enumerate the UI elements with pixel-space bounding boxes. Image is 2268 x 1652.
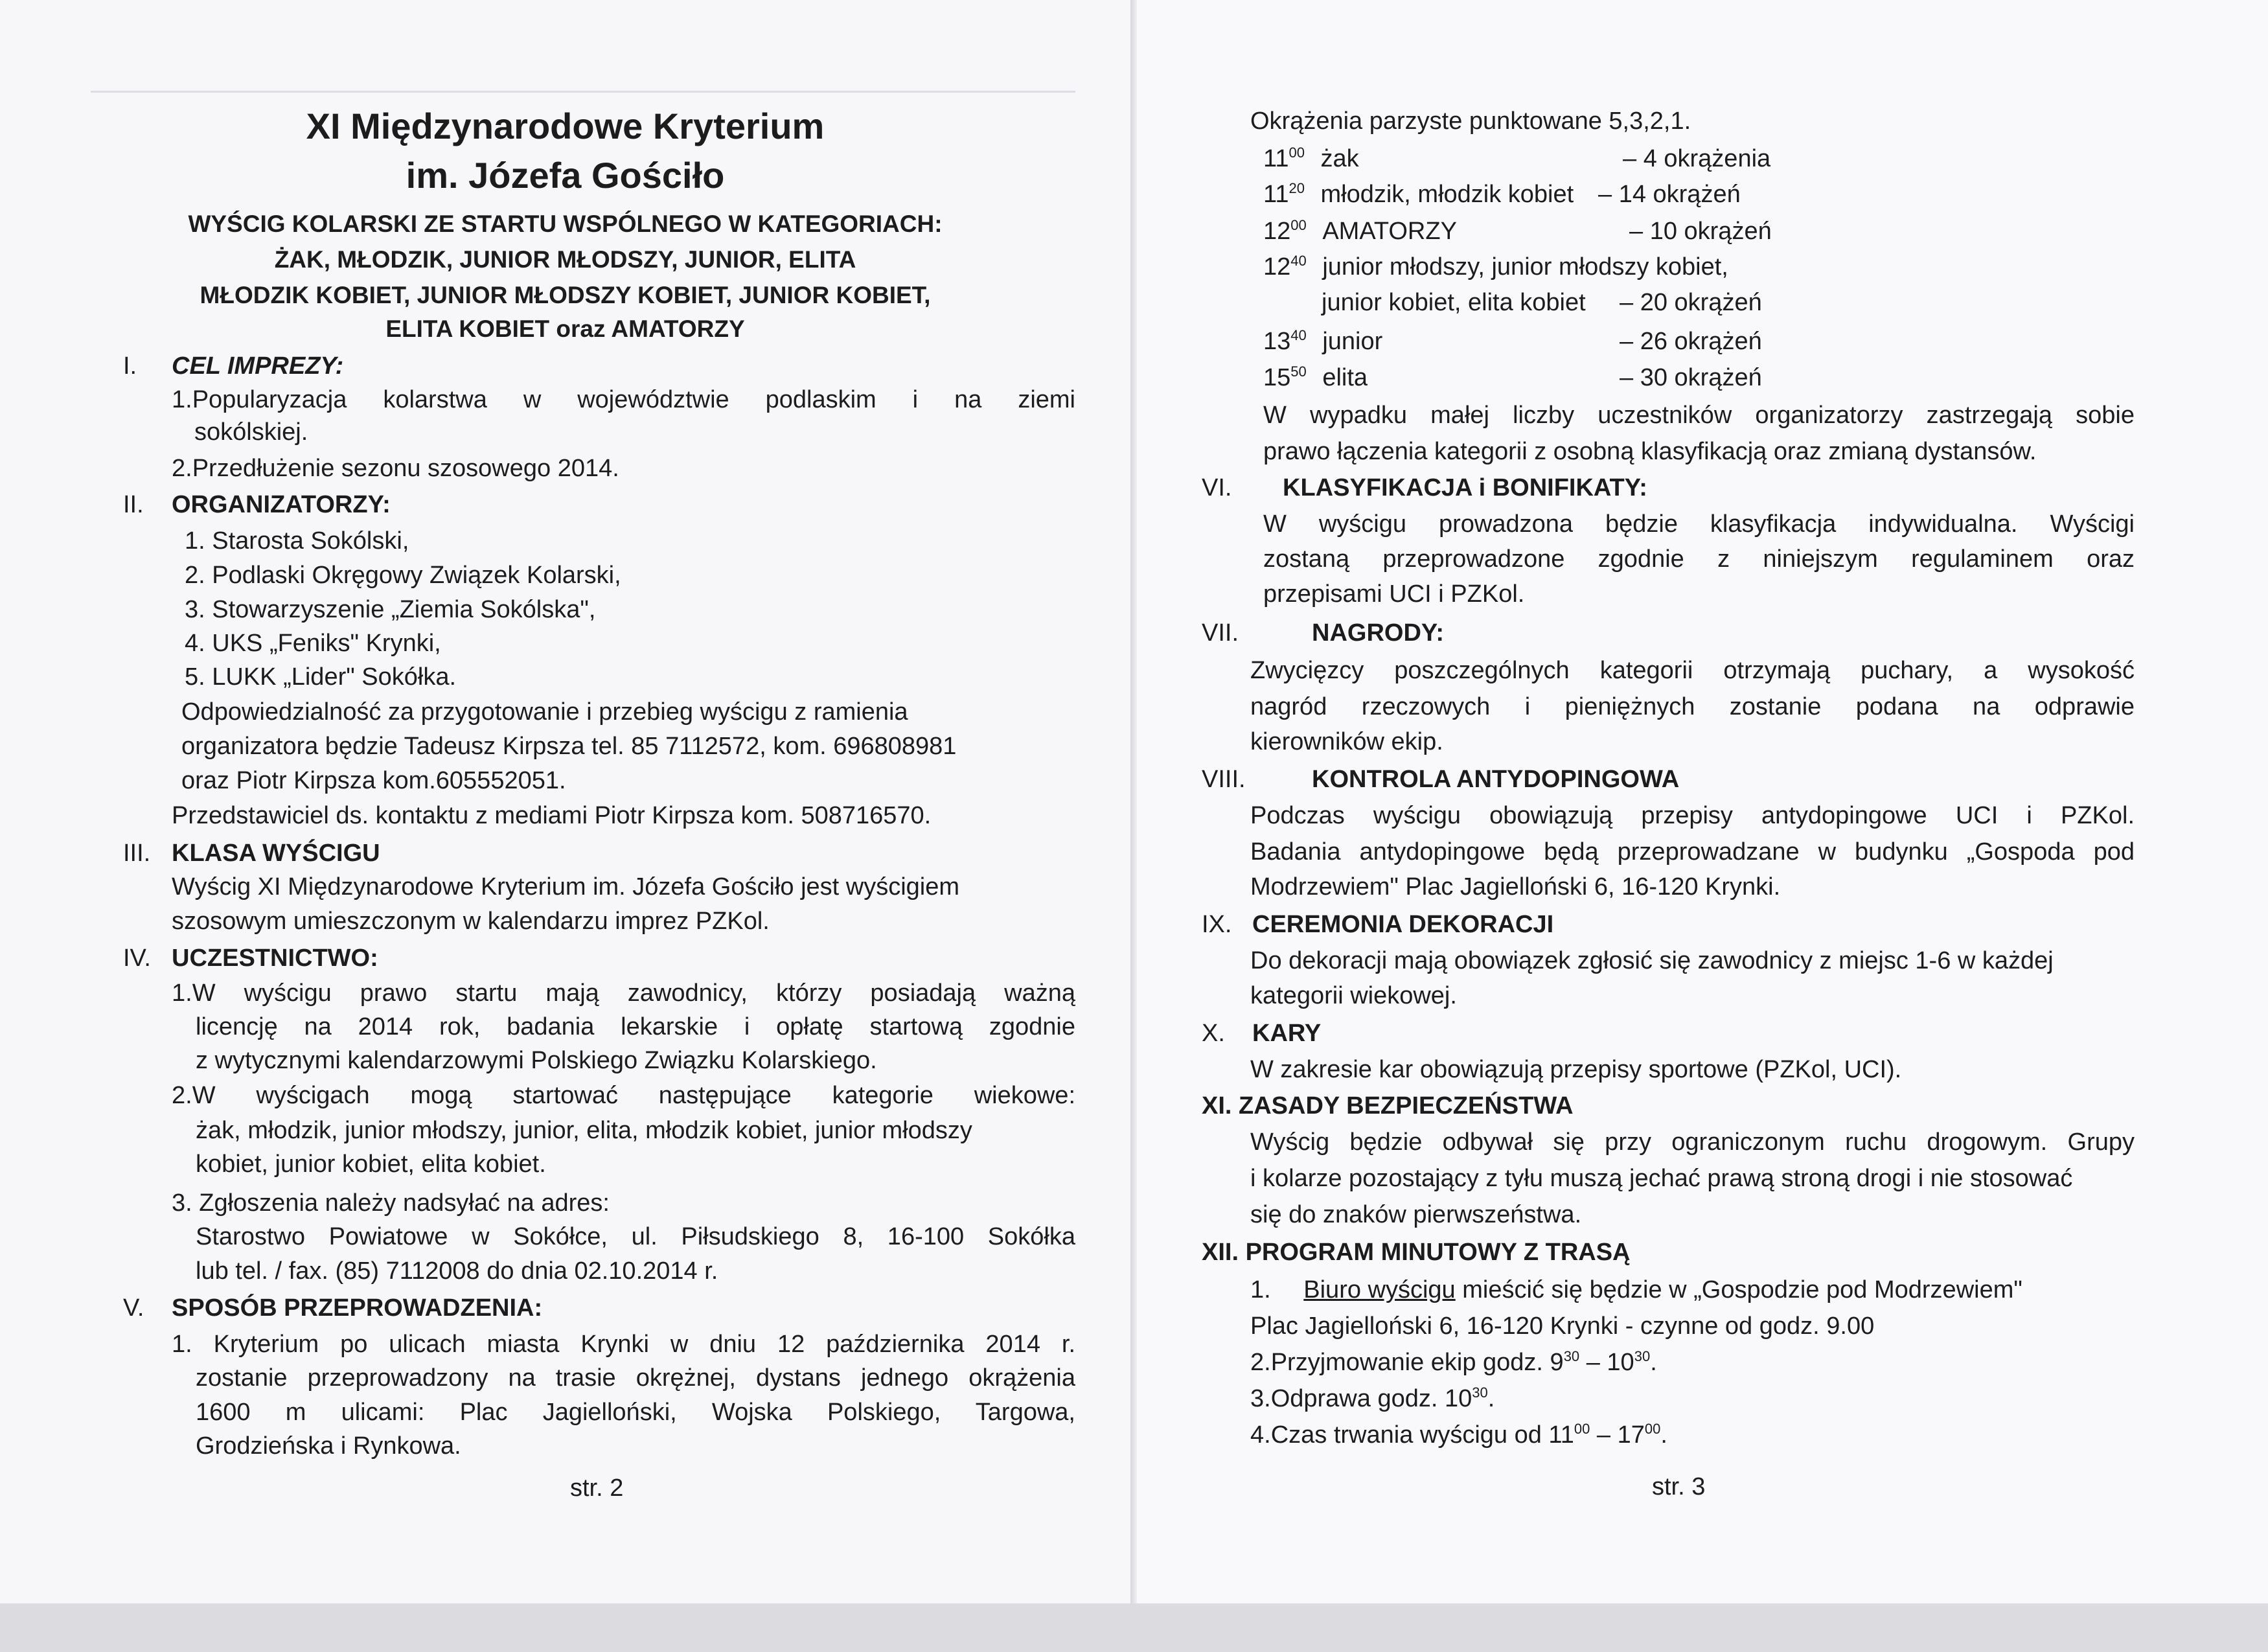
program-item-text: 3.Odprawa godz. 10 <box>1250 1385 1472 1412</box>
section-text-line: Do dekoracji mają obowiązek zgłosić się zawodnicy z miejsc 1-6 w każdej <box>1250 947 2054 974</box>
program-item-text: . <box>1487 1385 1495 1412</box>
section-heading: KLASA WYŚCIGU <box>172 840 380 867</box>
note-line: W wypadku małej liczby uczestników organizatorzy zastrzegają sobie <box>1263 402 2135 429</box>
section-text-line: 1.W wyścigu prawo startu mają zawodnicy, którzy posiadają ważną <box>172 980 1075 1007</box>
program-item-text: – 10 <box>1579 1349 1634 1376</box>
program-item-2 <box>1250 1345 1657 1381</box>
section-number: III. <box>123 840 151 867</box>
section-text-line: przepisami UCI i PZKol. <box>1263 580 1525 608</box>
schedule-minute: 20 <box>1289 180 1305 196</box>
program-item-number: 1. <box>1250 1276 1271 1303</box>
time-minute: 30 <box>1563 1348 1580 1364</box>
schedule-row <box>1263 360 1368 396</box>
section-text-line: Grodzieńska i Rynkowa. <box>196 1432 461 1460</box>
section-text-line: i kolarze pozostający z tyłu muszą jechać prawą stroną drogi i nie stosować <box>1250 1165 2073 1192</box>
schedule-minute: 40 <box>1290 327 1307 343</box>
section-heading: KONTROLA ANTYDOPINGOWA <box>1312 766 1680 793</box>
section-number: VI. <box>1202 474 1232 501</box>
schedule-category: elita <box>1322 364 1368 391</box>
section-text-line: kobiet, junior kobiet, elita kobiet. <box>196 1151 546 1178</box>
section-text-line: szosowym umieszczonym w kalendarzu imprez PZKol. <box>172 908 770 935</box>
section-text-line: żak, młodzik, junior młodszy, junior, elita, młodzik kobiet, junior młodszy <box>196 1117 972 1144</box>
section-text-line: 2.W wyścigach mogą startować następujące kategorie wiekowe: <box>172 1082 1075 1109</box>
left-page-body <box>0 0 1130 1603</box>
section-text-line: lub tel. / fax. (85) 7112008 do dnia 02.10.2014 r. <box>196 1257 718 1285</box>
page-number: str. 2 <box>570 1474 624 1502</box>
section-heading: KLASYFIKACJA i BONIFIKATY: <box>1283 474 1647 501</box>
time-minute: 00 <box>1644 1421 1661 1437</box>
section-text-line: kategorii wiekowej. <box>1250 982 1457 1009</box>
section-text-line: organizatora będzie Tadeusz Kirpsza tel. 85 7112572, kom. 696808981 <box>181 733 957 760</box>
schedule-hour: 12 <box>1263 218 1291 245</box>
schedule-minute: 50 <box>1290 363 1307 380</box>
program-item-text: 2.Przyjmowanie ekip godz. 9 <box>1250 1349 1564 1376</box>
document-title-line2: im. Józefa Gościło <box>406 155 725 196</box>
laps-intro: Okrążenia parzyste punktowane 5,3,2,1. <box>1250 108 1691 135</box>
section-text-line: 1600 m ulicami: Plac Jagielloński, Wojska Polskiego, Targowa, <box>196 1399 1075 1426</box>
section-text-line: Zwycięzcy poszczególnych kategorii otrzymają puchary, a wysokość <box>1250 657 2135 684</box>
section-text-line: Badania antydopingowe będą przeprowadzane w budynku „Gospoda pod <box>1250 838 2135 866</box>
schedule-category: junior kobiet, elita kobiet <box>1322 289 1586 316</box>
section-heading: XI. ZASADY BEZPIECZEŃSTWA <box>1202 1092 1574 1119</box>
page-number: str. 3 <box>1652 1473 1706 1500</box>
section-text-line: sokólskiej. <box>194 419 308 446</box>
section-heading: CEREMONIA DEKORACJI <box>1252 911 1554 938</box>
section-number: IV. <box>123 945 151 972</box>
program-item-text: – 17 <box>1590 1421 1645 1449</box>
organizer-item: 2. Podlaski Okręgowy Związek Kolarski, <box>185 562 621 589</box>
time-minute: 30 <box>1472 1384 1488 1401</box>
section-text-line: W wyścigu prowadzona będzie klasyfikacja indywidualna. Wyścigi <box>1263 511 2135 538</box>
section-heading: ORGANIZATORZY: <box>172 491 391 518</box>
section-text-line: licencję na 2014 rok, badania lekarskie i opłatę startową zgodnie <box>196 1013 1075 1040</box>
section-text-line: W zakresie kar obowiązują przepisy sportowe (PZKol, UCI). <box>1250 1056 1902 1083</box>
section-text-line: nagród rzeczowych i pieniężnych zostanie podana na odprawie <box>1250 693 2135 720</box>
section-number: I. <box>123 352 137 380</box>
schedule-category: junior <box>1322 328 1383 355</box>
scan-background <box>0 1603 2268 1652</box>
section-heading: CEL IMPREZY: <box>172 352 344 380</box>
section-number: II. <box>123 491 144 518</box>
schedule-laps: – 26 okrążeń <box>1620 328 1762 355</box>
left-page <box>0 0 1131 1603</box>
program-item-4 <box>1250 1417 1667 1453</box>
schedule-category: AMATORZY <box>1322 218 1457 245</box>
schedule-minute: 00 <box>1290 217 1307 233</box>
program-item-text: Plac Jagielloński 6, 16-120 Krynki - czynne od godz. 9.00 <box>1250 1313 1875 1340</box>
section-text-line: zostanie przeprowadzony na trasie okrężnej, dystans jednego okrążenia <box>196 1364 1075 1392</box>
program-item-text: . <box>1650 1349 1657 1376</box>
subtitle-line: MŁODZIK KOBIET, JUNIOR MŁODSZY KOBIET, JUNIOR KOBIET, <box>200 282 931 308</box>
section-heading: SPOSÓB PRZEPROWADZENIA: <box>172 1294 543 1322</box>
section-text-line: z wytycznymi kalendarzowymi Polskiego Związku Kolarskiego. <box>196 1047 877 1074</box>
section-heading: UCZESTNICTWO: <box>172 945 378 972</box>
schedule-hour: 15 <box>1263 364 1291 391</box>
program-item-3 <box>1250 1381 1495 1417</box>
section-text-line: 3. Zgłoszenia należy nadsyłać na adres: <box>172 1189 610 1217</box>
section-text-line: Przedstawiciel ds. kontaktu z mediami Piotr Kirpsza kom. 508716570. <box>172 802 932 829</box>
section-text-line: 2.Przedłużenie sezonu szosowego 2014. <box>172 455 619 482</box>
program-item-1 <box>1250 1272 2135 1308</box>
schedule-laps: – 14 okrążeń <box>1598 181 1741 208</box>
note-line: prawo łączenia kategorii z osobną klasyfikacją oraz zmianą dystansów. <box>1263 438 2037 465</box>
organizer-item: 4. UKS „Feniks" Krynki, <box>185 630 441 657</box>
schedule-category: żak <box>1320 145 1359 172</box>
schedule-row <box>1263 214 1457 249</box>
right-page <box>1137 0 2268 1603</box>
schedule-hour: 13 <box>1263 328 1291 355</box>
schedule-category: młodzik, młodzik kobiet <box>1320 181 1574 208</box>
schedule-laps: – 10 okrążeń <box>1629 218 1772 245</box>
section-heading: KARY <box>1252 1020 1322 1047</box>
section-text-line: Modrzewiem" Plac Jagielloński 6, 16-120 Krynki. <box>1250 873 1781 901</box>
schedule-minute: 00 <box>1289 144 1305 161</box>
subtitle-line: ŻAK, MŁODZIK, JUNIOR MŁODSZY, JUNIOR, ELITA <box>274 246 856 273</box>
program-item-text: . <box>1660 1421 1667 1449</box>
section-number: V. <box>123 1294 144 1322</box>
section-text-line: oraz Piotr Kirpsza kom.605552051. <box>181 767 566 794</box>
section-text-line: zostaną przeprowadzone zgodnie z niniejszym regulaminem oraz <box>1263 545 2135 573</box>
schedule-hour: 11 <box>1263 181 1289 208</box>
section-heading: NAGRODY: <box>1312 619 1445 647</box>
section-text-line: 1. Kryterium po ulicach miasta Krynki w dniu 12 października 2014 r. <box>172 1331 1075 1358</box>
subtitle-line: WYŚCIG KOLARSKI ZE STARTU WSPÓLNEGO W KATEGORIACH: <box>188 211 943 237</box>
schedule-laps: – 20 okrążeń <box>1620 289 1762 316</box>
program-item-text: mieścić się będzie w „Gospodzie pod Modrzewiem" <box>1455 1276 2022 1303</box>
section-text-line: Wyścig XI Międzynarodowe Kryterium im. Józefa Gościło jest wyścigiem <box>172 873 960 901</box>
time-minute: 00 <box>1574 1421 1590 1437</box>
schedule-laps: – 30 okrążeń <box>1620 364 1762 391</box>
document-title-line1: XI Międzynarodowe Kryterium <box>306 106 825 146</box>
schedule-minute: 40 <box>1290 253 1307 269</box>
section-text-line: się do znaków pierwszeństwa. <box>1250 1201 1582 1228</box>
section-text-line: Wyścig będzie odbywał się przy ograniczonym ruchu drogowym. Grupy <box>1250 1129 2135 1156</box>
organizer-item: 1. Starosta Sokólski, <box>185 527 409 555</box>
subtitle-line: ELITA KOBIET oraz AMATORZY <box>385 315 745 342</box>
section-number: VII. <box>1202 619 1239 647</box>
schedule-row <box>1263 141 1359 177</box>
organizer-item: 5. LUKK „Lider" Sokółka. <box>185 663 457 691</box>
section-text-line: Starostwo Powiatowe w Sokółce, ul. Piłsudskiego 8, 16-100 Sokółka <box>196 1223 1075 1250</box>
program-item-text: 4.Czas trwania wyścigu od 11 <box>1250 1421 1574 1449</box>
section-number: IX. <box>1202 911 1232 938</box>
section-text-line: Odpowiedzialność za przygotowanie i przebieg wyścigu z ramienia <box>181 698 908 726</box>
right-page-body <box>1137 0 2268 1603</box>
schedule-laps: – 4 okrążenia <box>1623 145 1771 172</box>
time-minute: 30 <box>1634 1348 1651 1364</box>
page-gutter <box>1130 0 1137 1603</box>
race-office-label: Biuro wyścigu <box>1303 1276 1456 1303</box>
schedule-hour: 11 <box>1263 145 1289 172</box>
schedule-row <box>1263 324 1382 360</box>
section-number: VIII. <box>1202 766 1246 793</box>
section-heading: XII. PROGRAM MINUTOWY Z TRASĄ <box>1202 1239 1631 1266</box>
section-text-line: Podczas wyścigu obowiązują przepisy antydopingowe UCI i PZKol. <box>1250 802 2135 829</box>
schedule-row <box>1263 249 1728 285</box>
organizer-item: 3. Stowarzyszenie „Ziemia Sokólska", <box>185 596 596 623</box>
section-number: X. <box>1202 1020 1225 1047</box>
schedule-category: junior młodszy, junior młodszy kobiet, <box>1322 253 1728 281</box>
section-text-line: kierowników ekip. <box>1250 728 1443 755</box>
schedule-row <box>1263 177 1574 212</box>
schedule-hour: 12 <box>1263 253 1291 281</box>
section-text-line: 1.Popularyzacja kolarstwa w województwie podlaskim i na ziemi <box>172 386 1075 413</box>
